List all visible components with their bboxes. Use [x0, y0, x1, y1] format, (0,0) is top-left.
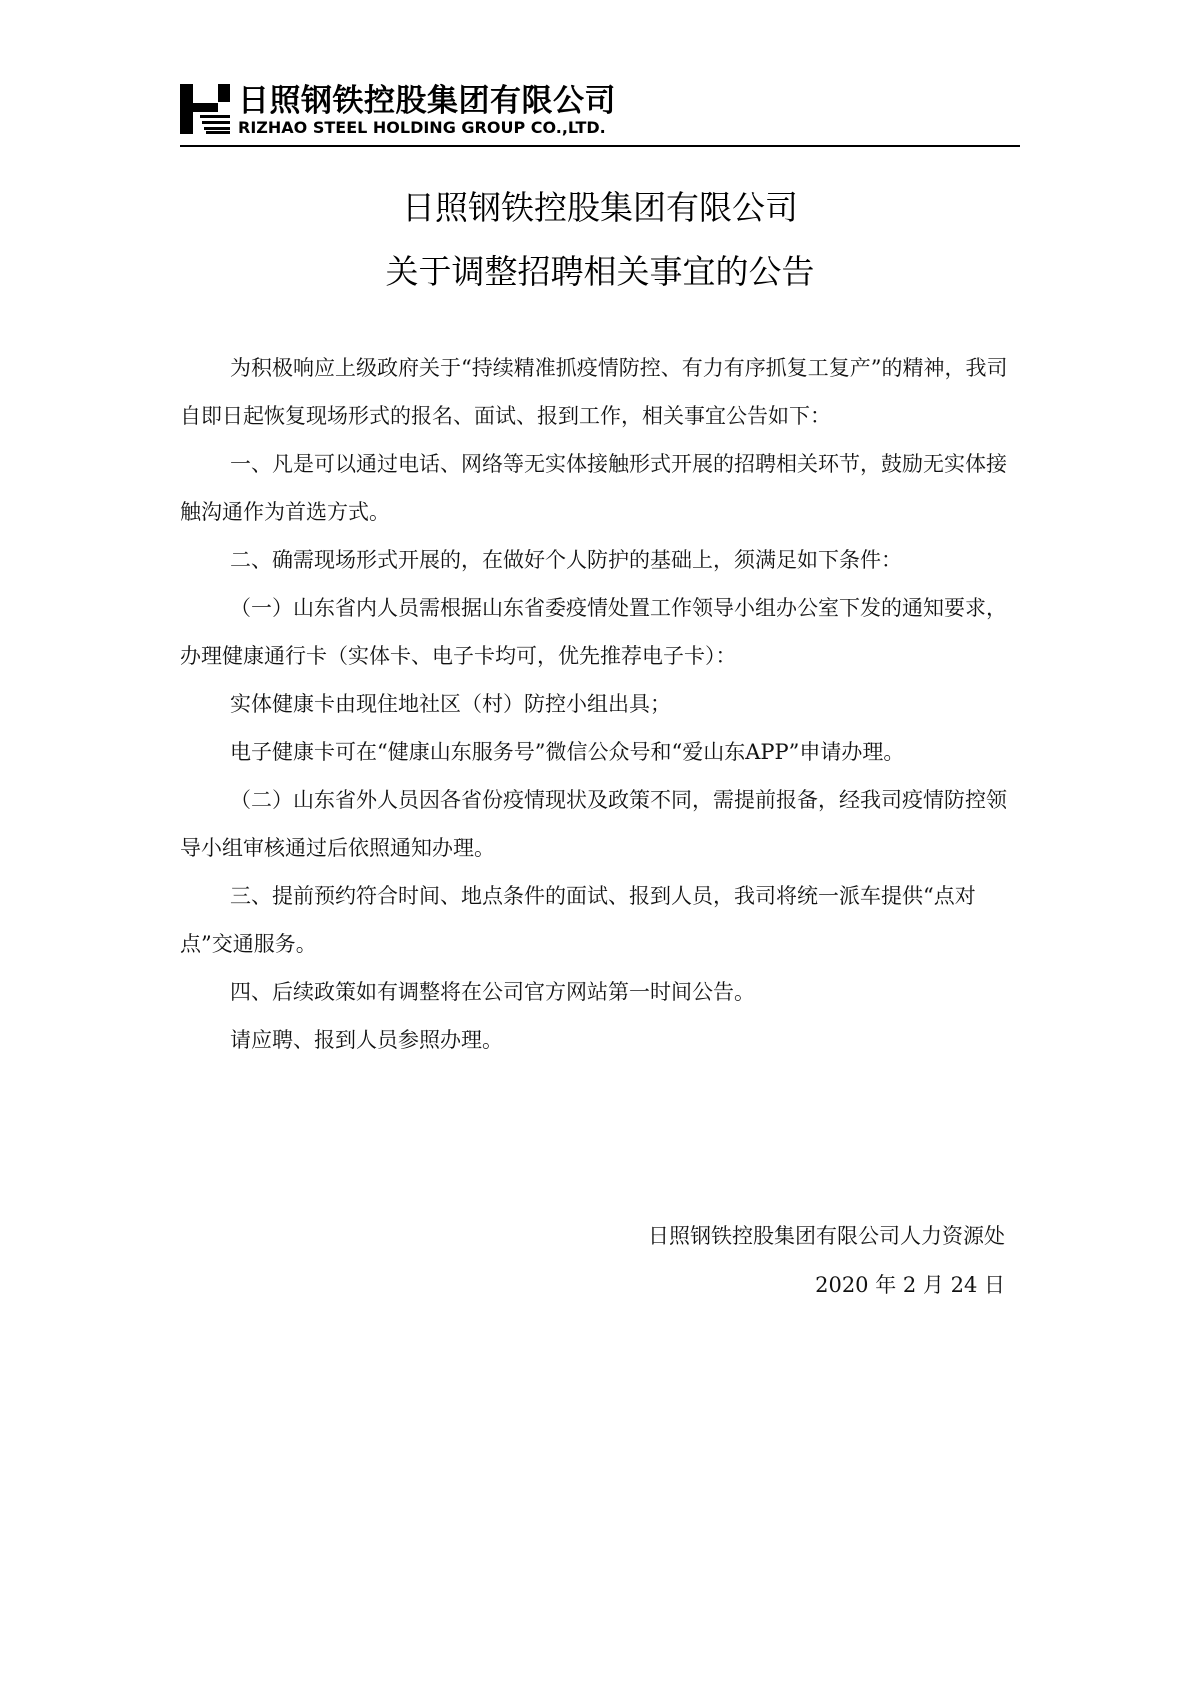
paragraph-physical-card: 实体健康卡由现住地社区（村）防控小组出具；: [230, 692, 671, 716]
paragraph-item-2: 二、确需现场形式开展的，在做好个人防护的基础上，须满足如下条件：: [230, 548, 902, 572]
company-name-en: RIZHAO STEEL HOLDING GROUP CO.,LTD.: [238, 118, 606, 137]
document-title-line2: 关于调整招聘相关事宜的公告: [385, 252, 815, 291]
paragraph-electronic-card: 电子健康卡可在“健康山东服务号”微信公众号和“爱山东APP”申请办理。: [230, 740, 905, 764]
paragraph-item-2-2: （二）山东省外人员因各省份疫情现状及政策不同，需提前报备，经我司疫情防控领导小组审核通过后依照通知办理。: [180, 788, 1007, 860]
document-body: [180, 344, 1020, 1064]
paragraph-item-3: 三、提前预约符合时间、地点条件的面试、报到人员，我司将统一派车提供“点对点”交通服务。: [180, 884, 976, 956]
paragraph-item-2-1: （一）山东省内人员需根据山东省委疫情处置工作领导小组办公室下发的通知要求，办理健康通行卡（实体卡、电子卡均可，优先推荐电子卡）：: [180, 596, 1007, 668]
paragraph-intro: 为积极响应上级政府关于“持续精准抓疫情防控、有力有序抓复工复产”的精神，我司自即日起恢复现场形式的报名、面试、报到工作，相关事宜公告如下：: [180, 356, 1008, 428]
document-title-line1: 日照钢铁控股集团有限公司: [402, 188, 798, 227]
paragraph-item-4: 四、后续政策如有调整将在公司官方网站第一时间公告。: [230, 980, 755, 1004]
letterhead: [180, 80, 1020, 150]
rizhao-steel-logo-icon: [180, 84, 230, 134]
company-name-cn: 日照钢铁控股集团有限公司: [238, 83, 616, 119]
letterhead-divider: [180, 145, 1020, 147]
signature-date: 2020 年 2 月 24 日: [815, 1273, 1005, 1297]
paragraph-closing: 请应聘、报到人员参照办理。: [230, 1028, 503, 1052]
paragraph-item-1: 一、凡是可以通过电话、网络等无实体接触形式开展的招聘相关环节，鼓励无实体接触沟通作为首选方式。: [180, 452, 1007, 524]
signature-organization: 日照钢铁控股集团有限公司人力资源处: [648, 1224, 1005, 1248]
